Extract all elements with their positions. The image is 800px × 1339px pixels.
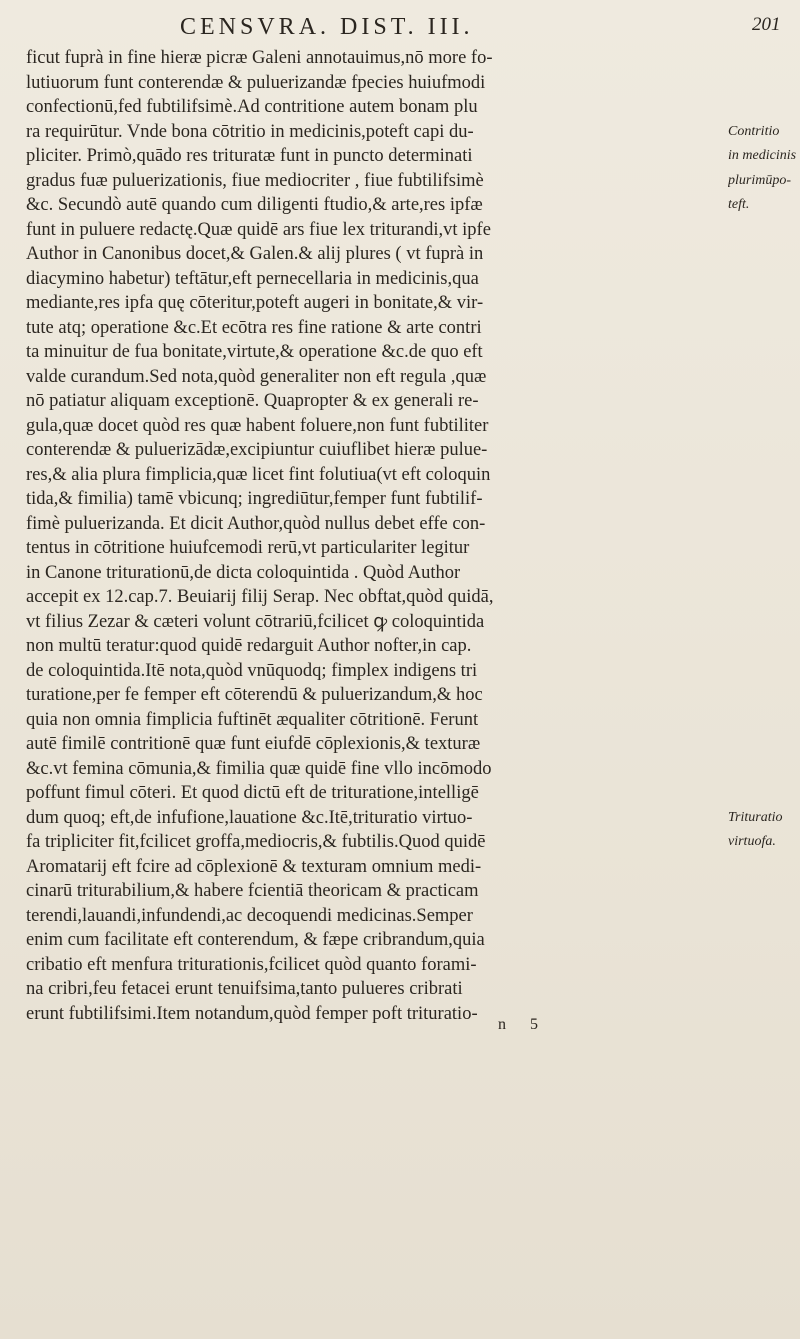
text-line: non multū teratur:quod quidē redarguit Author nofter,in cap. <box>26 636 472 656</box>
text-line: quia non omnia fimplicia fuftinēt æqualiter cōtritionē. Ferunt <box>26 709 479 730</box>
text-line: turatione,per fe femper eft cōterendū & puluerizandum,& hoc <box>26 685 483 705</box>
running-head: CENSVRA. DIST. III. <box>180 14 474 40</box>
text-line: tentus in cōtritione huiufcemodi rerū,vt particulariter legitur <box>26 538 470 558</box>
text-line: cinarū triturabilium,& habere fcientiā theoricam & practicam <box>26 881 479 901</box>
text-line: ta minuitur de fua bonitate,virtute,& operatione &c.de quo eft <box>26 342 483 362</box>
text-line: tute atq; operatione &c.Et ecōtra res fine ratione & arte contri <box>26 317 482 338</box>
margin-note: Contritio <box>728 123 780 139</box>
text-line: tida,& fimilia) tamē vbicunq; ingrediūtur,femper funt fubtilif- <box>26 489 483 509</box>
signature-mark: n 5 <box>498 1016 548 1033</box>
margin-note: virtuofa. <box>728 834 776 849</box>
text-line: enim cum facilitate eft conterendum, & fæpe cribrandum,quia <box>26 930 485 950</box>
text-line: dum quoq; eft,de infufione,lauatione &c.Itē,trituratio virtuo- <box>26 807 473 828</box>
body-text <box>26 46 726 1026</box>
text-line: gula,quæ docet quòd res quæ habent foluere,non funt fubtiliter <box>26 415 489 436</box>
text-line: mediante,res ipfa quę cōteritur,poteft augeri in bonitate,& vir- <box>26 293 484 313</box>
text-line: vt filius Zezar & cæteri volunt cōtrariū,fcilicet ꝙ coloquintida <box>26 611 485 632</box>
text-line: cribatio eft menfura triturationis,fcilicet quòd quanto forami- <box>26 954 477 975</box>
text-line: confectionū,fed fubtilifsimè.Ad contritione autem bonam plu <box>26 97 478 117</box>
page-header <box>0 14 800 50</box>
text-line: &c. Secundò autē quando cum diligenti ftudio,& arte,res ipfæ <box>26 195 483 215</box>
text-line: in Canone triturationū,de dicta coloquintida . Quòd Author <box>26 562 461 583</box>
text-line: conterendæ & puluerizādæ,excipiuntur cuiuflibet hieræ pulue- <box>26 440 488 460</box>
text-line: accepit ex 12.cap.7. Beuiarij filij Serap. Nec obftat,quòd quidā, <box>26 587 494 607</box>
margin-note: plurimūpo- <box>728 172 791 188</box>
text-line: funt in puluere redactę.Quæ quidē ars fiue lex triturandi,vt ipfe <box>26 219 491 240</box>
text-line: nō patiatur aliquam exceptionē. Quapropter & ex generali re- <box>26 391 479 411</box>
text-line: res,& alia plura fimplicia,quæ licet fint folutiua(vt eft coloquin <box>26 464 491 485</box>
text-line: pliciter. Primò,quādo res trituratæ funt in puncto determinati <box>26 146 473 166</box>
text-line: fa tripliciter fit,fcilicet groffa,mediocris,& fubtilis.Quod quidē <box>26 832 486 852</box>
margin-note: teft. <box>728 197 750 212</box>
text-line: diacymino habetur) teftātur,eft pernecellaria in medicinis,qua <box>26 268 479 289</box>
text-line: gradus fuæ puluerizationis, fiue mediocriter , fiue fubtilifsimè <box>26 170 484 191</box>
text-line: fimè puluerizanda. Et dicit Author,quòd nullus debet effe con- <box>26 513 486 534</box>
text-line: erunt fubtilifsimi.Item notandum,quòd femper poft trituratio- <box>26 1003 478 1024</box>
text-line: ra requirūtur. Vnde bona cōtritio in medicinis,poteft capi du- <box>26 121 474 142</box>
page-number: 201 <box>752 14 781 35</box>
text-line: poffunt fimul cōteri. Et quod dictū eft de trituratione,intelligē <box>26 783 479 803</box>
text-line: Author in Canonibus docet,& Galen.& alij plures ( vt fuprà in <box>26 244 484 264</box>
text-line: de coloquintida.Itē nota,quòd vnūquodq; fimplex indigens tri <box>26 660 478 681</box>
text-line: na cribri,feu fetacei erunt tenuifsima,tanto pulueres cribrati <box>26 979 463 999</box>
text-line: &c.vt femina cōmunia,& fimilia quæ quidē fine vllo incōmodo <box>26 758 492 779</box>
text-line: valde curandum.Sed nota,quòd generaliter non eft regula ,quæ <box>26 366 487 387</box>
text-line: lutiuorum funt conterendæ & puluerizandæ fpecies huiufmodi <box>26 72 486 93</box>
margin-note: Trituratio <box>728 809 783 825</box>
text-line: terendi,lauandi,infundendi,ac decoquendi medicinas.Semper <box>26 905 473 926</box>
margin-note: in medicinis <box>728 148 797 163</box>
text-line: ficut fuprà in fine hieræ picræ Galeni annotauimus,nō more fo- <box>26 48 493 68</box>
text-line: autē fimilē contritionē quæ funt eiufdē cōplexionis,& texturæ <box>26 734 481 754</box>
text-line: Aromatarij eft fcire ad cōplexionē & texturam omnium medi- <box>26 856 482 877</box>
